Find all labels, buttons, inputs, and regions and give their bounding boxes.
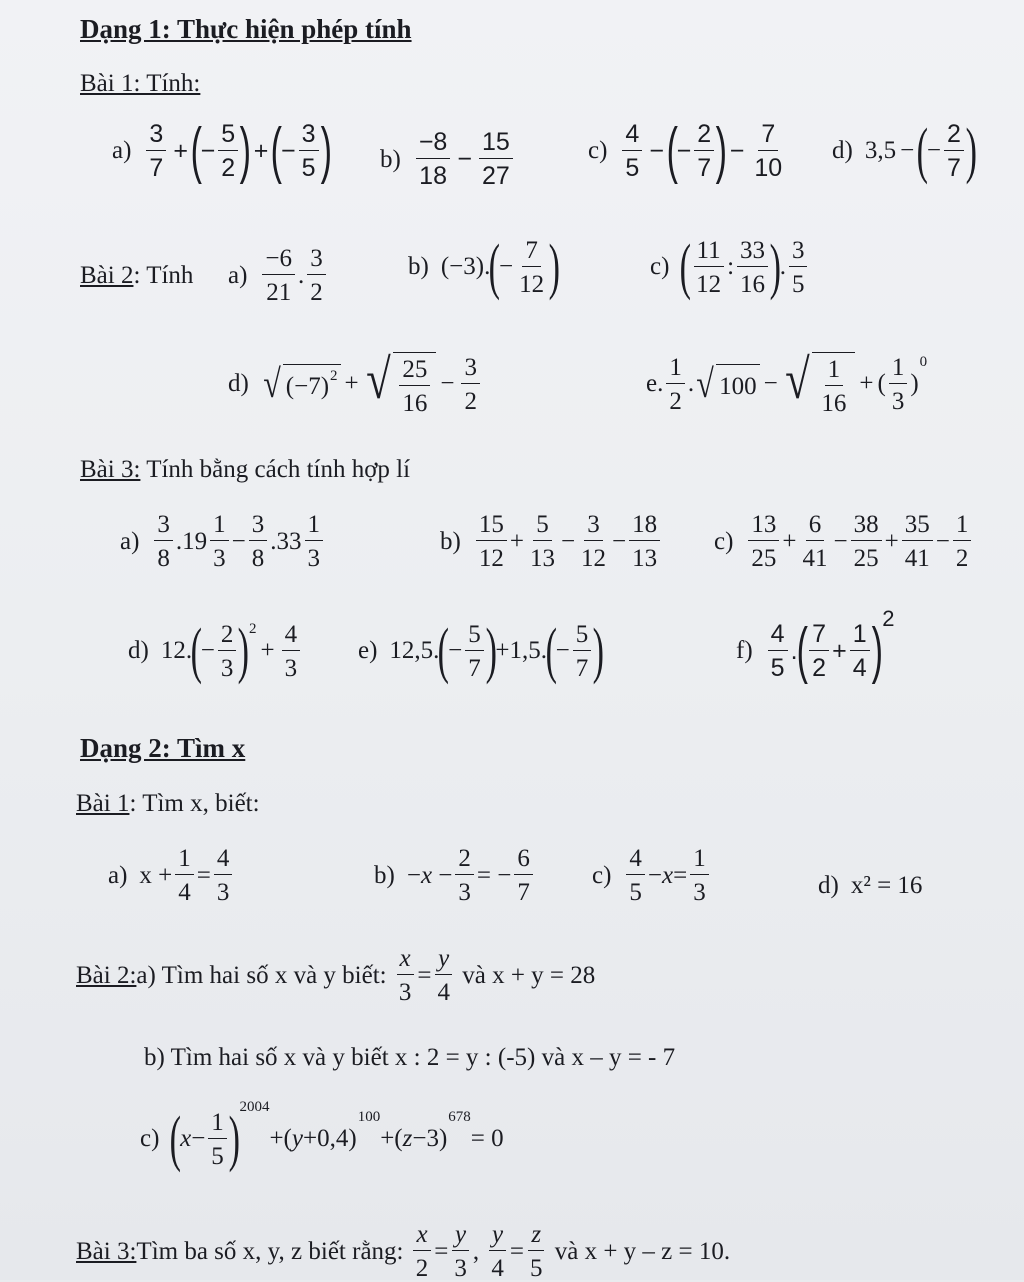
find-x-1b: b) − x − $\frac{2}{3}$ = − $\frac{6}{7}$ (374, 846, 536, 905)
fraction: $\frac{5}{2}$ (218, 122, 238, 181)
fraction: $\frac{2}{7}$ (694, 122, 714, 181)
fraction: $\frac{3}{8}$ (249, 512, 268, 571)
fraction: $\frac{2}{3}$ (455, 846, 474, 905)
find-x-1c: c) $\frac{4}{5}$ − x = $\frac{1}{3}$ (592, 846, 712, 905)
item-label: e. (646, 370, 664, 397)
fraction: $\frac{6}{41}$ (802, 511, 828, 572)
exercise-3f: f) $\frac{4}{5}$ . ( $\frac{7}{2}$ + $\frac{1}{4}$ ) 2 (736, 606, 895, 685)
exercise-text: Tìm ba số x, y, z biết rằng: (136, 1237, 404, 1265)
find-x-exercise-1-title (76, 790, 260, 818)
exercise-1c: c) $\frac{4}{5}$ − ( − $\frac{2}{7}$ ) − $\frac{7}{10}$ (588, 120, 788, 182)
item-label: c) (140, 1125, 160, 1152)
exercise-3d: d) 12. ( − $\frac{2}{3}$ ) 2 + $\frac{4}{3}$ (128, 620, 303, 682)
item-label: b) (374, 861, 395, 889)
factor: (−3). (440, 253, 491, 280)
fraction: $\frac{x}{3}$ (396, 946, 415, 1005)
fraction: $\frac{2}{7}$ (944, 122, 964, 181)
fraction: $\frac{1}{3}$ (305, 512, 324, 571)
fraction: $\frac{11}{12}$ (693, 238, 724, 297)
item-label: d) (228, 370, 249, 397)
item-label: a) (228, 261, 248, 289)
find-x-exercise-2a: Bài 2: a) Tìm hai số x và y biết: $\frac{x}{3}$ = $\frac{y}{4}$ và x + y = 28 (76, 945, 596, 1006)
fraction: $\frac{3}{12}$ (581, 511, 607, 572)
item-label: a) (112, 137, 132, 164)
fraction: $\frac{15}{12}$ (476, 512, 507, 571)
exercise-2e: e. $\frac{1}{2}$ . √ 100 − √ $\frac{1}{16}$ + ( $\frac{1}{3}$ ) 0 (646, 349, 928, 417)
item-label: c) (650, 253, 670, 280)
item-label: c) (714, 527, 734, 555)
item-label: b) (408, 253, 429, 280)
find-x-exercise-2c: c) ( x − $\frac{1}{5}$ ) 2004 +( y +0,4) 100 +( z −3) 678 = 0 (140, 1098, 504, 1173)
fraction: $\frac{4}{3}$ (282, 622, 301, 681)
exercise-2-title-underlined: Bài 2 (80, 262, 134, 289)
find-x-exercise-2b: b) Tìm hai số x và y biết x : 2 = y : (-5) và x – y = - 7 (144, 1044, 676, 1071)
fraction: $\frac{1}{3}$ (889, 355, 908, 414)
item-label: d) (128, 637, 149, 664)
fraction: $\frac{-6}{21}$ (262, 246, 295, 305)
fraction: $\frac{x}{2}$ (413, 1222, 432, 1281)
exercise-3-title-underlined: Bài 3: (80, 456, 141, 483)
section-heading-dang-2: Dạng 2: Tìm x (80, 733, 246, 763)
exercise-3a: a) $\frac{3}{8}$ .19 $\frac{1}{3}$ − $\frac{3}{8}$ .33 $\frac{1}{3}$ (120, 512, 326, 571)
fraction: $\frac{1}{3}$ (690, 846, 709, 905)
fraction: $\frac{3}{5}$ (299, 122, 319, 181)
square-root: √ $\frac{1}{16}$ (782, 352, 856, 416)
find-x-1d (818, 872, 922, 900)
item-label: d) (818, 872, 839, 899)
exercise-3-title (80, 456, 410, 484)
fraction: $\frac{3}{8}$ (154, 512, 173, 571)
exercise-3b: b) $\frac{15}{12}$ + $\frac{5}{13}$ − $\frac{3}{12}$ − $\frac{18}{13}$ (440, 512, 663, 571)
item-label: a) (108, 861, 128, 889)
exercise-2b: b) (−3). ( − $\frac{7}{12}$ ) (408, 233, 561, 301)
fraction: $\frac{1}{4}$ (175, 846, 194, 905)
fraction: $\frac{4}{5}$ (626, 846, 645, 905)
exercise-1-title (80, 70, 200, 98)
item-label: c) (588, 137, 608, 164)
fraction: $\frac{7}{12}$ (519, 236, 545, 298)
exercise-2-title (80, 262, 193, 290)
exercise-1b: b) $\frac{-8}{18}$ − $\frac{15}{27}$ (380, 130, 516, 189)
fraction: $\frac{y}{4}$ (488, 1222, 507, 1281)
fraction: $\frac{18}{13}$ (629, 512, 660, 571)
fraction: $\frac{3}{2}$ (307, 246, 326, 305)
exercise-1a: a) $\frac{3}{7}$ + ( − $\frac{5}{2}$ ) + ( − $\frac{3}{5}$ ) (112, 116, 332, 185)
fraction: $\frac{3}{7}$ (146, 122, 166, 181)
find-x-1a: a) x + $\frac{1}{4}$ = $\frac{4}{3}$ (108, 846, 235, 905)
fraction: $\frac{1}{4}$ (850, 622, 870, 681)
condition-text: và x + y = 28 (462, 961, 596, 989)
square-root: √ 100 (694, 364, 759, 404)
fraction: $\frac{y}{4}$ (434, 946, 453, 1005)
item-label: d) (832, 137, 853, 164)
fraction: $\frac{3}{2}$ (461, 355, 480, 414)
find-x-exercise-3: Bài 3: Tìm ba số x, y, z biết rằng: $\frac{x}{2}$ = $\frac{y}{3}$ , $\frac{y}{4}$ = $\frac{z}{5}$ và x + y – z = 10. (76, 1221, 731, 1282)
fraction: $\frac{1}{2}$ (953, 512, 972, 571)
square-root: √ (−7) 2 (261, 364, 341, 404)
exercise-text: a) Tìm hai số x và y biết: (136, 961, 387, 989)
exercise-3-title-rest: Tính bằng cách tính hợp lí (140, 456, 411, 483)
fraction: $\frac{33}{16}$ (737, 238, 768, 297)
square-root: √ $\frac{25}{16}$ (363, 352, 437, 416)
fraction: $\frac{7}{2}$ (809, 622, 829, 681)
fraction: $\frac{35}{41}$ (902, 512, 933, 571)
exercise-3e: e) 12,5. ( − $\frac{5}{7}$ ) +1,5. ( − $\frac{5}{7}$ ) (358, 617, 605, 685)
decimal-value: 3,5 (864, 137, 897, 164)
item-label: a) (120, 527, 140, 555)
exercise-2d: d) √ (−7) 2 + √ $\frac{25}{16}$ − $\frac{3}{2}$ (228, 352, 483, 416)
exercise-1-title-text: Bài 1: Tính: (80, 70, 201, 97)
fraction: $\frac{1}{2}$ (666, 355, 685, 414)
fraction: $\frac{5}{13}$ (529, 511, 555, 572)
exercise-2a: a) $\frac{-6}{21}$ . $\frac{3}{2}$ (228, 246, 329, 305)
fraction: $\frac{z}{5}$ (529, 1221, 543, 1282)
exercise-2-title-rest: : Tính (133, 262, 194, 289)
find-x-exercise-1-title-underlined: Bài 1 (76, 790, 130, 817)
fraction: $\frac{1}{3}$ (210, 512, 229, 571)
fraction: $\frac{3}{5}$ (789, 238, 808, 297)
item-label: f) (736, 637, 753, 664)
exercise-2c: c) ( $\frac{11}{12}$ : $\frac{33}{16}$ ) . $\frac{3}{5}$ (650, 236, 810, 298)
item-label: e) (358, 637, 378, 664)
find-x-exercise-3-title: Bài 3: (76, 1237, 137, 1265)
equation-tail: = 0 (470, 1125, 504, 1152)
fraction: $\frac{y}{3}$ (451, 1222, 470, 1281)
fraction: $\frac{-8}{18}$ (416, 130, 451, 189)
fraction: $\frac{13}{25}$ (748, 512, 779, 571)
fraction: $\frac{15}{27}$ (479, 130, 513, 189)
condition-text: và x + y – z = 10. (554, 1237, 731, 1265)
find-x-exercise-2-title: Bài 2: (76, 961, 137, 989)
fraction: $\frac{4}{3}$ (214, 846, 233, 905)
item-label: b) (440, 527, 461, 555)
find-x-exercise-1-title-rest: : Tìm x, biết: (129, 790, 260, 817)
fraction: $\frac{6}{7}$ (514, 846, 533, 905)
fraction: $\frac{38}{25}$ (851, 512, 882, 571)
exercise-1d: d) 3,5 − ( − $\frac{2}{7}$ ) (832, 117, 977, 185)
fraction: $\frac{1}{5}$ (208, 1110, 227, 1169)
fraction: $\frac{4}{5}$ (768, 622, 788, 681)
fraction: $\frac{5}{7}$ (465, 622, 484, 681)
item-label: b) (380, 145, 401, 173)
section-heading-dang-1: Dạng 1: Thực hiện phép tính (80, 14, 412, 44)
fraction: $\frac{7}{10}$ (754, 119, 783, 182)
fraction: $\frac{2}{3}$ (218, 622, 237, 681)
equation: x² = 16 (850, 872, 923, 899)
item-label: c) (592, 861, 612, 889)
exercise-3c: c) $\frac{13}{25}$ + $\frac{6}{41}$ − $\frac{38}{25}$ + $\frac{35}{41}$ − $\frac{1}{2}$ (714, 512, 974, 571)
fraction: $\frac{4}{5}$ (622, 122, 642, 181)
fraction: $\frac{5}{7}$ (573, 622, 592, 681)
